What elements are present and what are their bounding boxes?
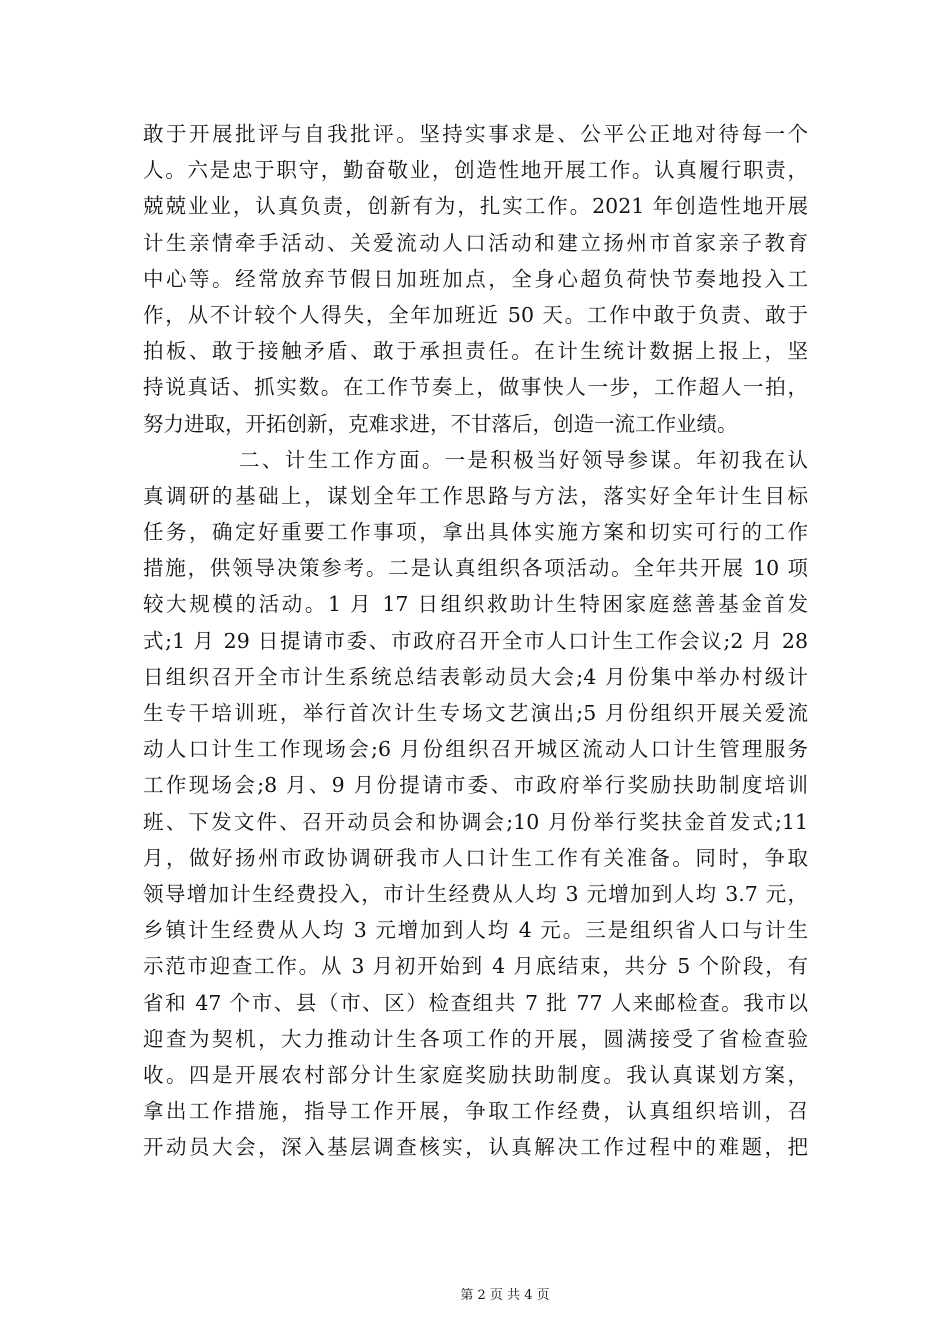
text-line: 日组织召开全市计生系统总结表彰动员大会;4 月份集中举办村级计 [143,664,808,689]
document-body [143,116,808,1165]
paragraph-2 [143,442,808,1166]
text-line: 拍板、敢于接触矛盾、敢于承担责任。在计生统计数据上报上，坚 [143,339,808,364]
paragraph-1 [143,116,808,442]
text-line: 月，做好扬州市政协调研我市人口计生工作有关准备。同时，争取 [143,845,808,870]
page-number-footer: 第 2 页 共 4 页 [460,1288,550,1303]
text-line: 较大规模的活动。1 月 17 日组织救助计生特困家庭慈善基金首发 [143,592,808,617]
text-line: 收。四是开展农村部分计生家庭奖励扶助制度。我认真谋划方案， [143,1062,808,1087]
text-line: 持说真话、抓实数。在工作节奏上，做事快人一步，工作超人一拍， [143,375,808,400]
text-line: 式;1 月 29 日提请市委、市政府召开全市人口计生工作会议;2 月 28 [143,628,808,653]
text-line: 班、下发文件、召开动员会和协调会;10 月份举行奖扶金首发式;11 [143,809,808,834]
text-line: 生专干培训班，举行首次计生专场文艺演出;5 月份组织开展关爱流 [143,701,808,725]
text-line: 二、计生工作方面。一是积极当好领导参谋。年初我在认 [239,447,808,472]
text-line: 动人口计生工作现场会;6 月份组织召开城区流动人口计生管理服务 [143,737,808,762]
text-line: 兢兢业业，认真负责，创新有为，扎实工作。2021 年创造性地开展 [143,194,808,219]
text-line: 迎查为契机，大力推动计生各项工作的开展，圆满接受了省检查验 [143,1026,808,1051]
text-line: 开动员大会，深入基层调查核实，认真解决工作过程中的难题，把 [143,1135,808,1160]
text-line: 示范市迎查工作。从 3 月初开始到 4 月底结束，共分 5 个阶段，有 [143,954,808,979]
text-line: 工作现场会;8 月、9 月份提请市委、市政府举行奖励扶助制度培训 [143,773,808,798]
text-line: 领导增加计生经费投入，市计生经费从人均 3 元增加到人均 3.7 元， [143,881,808,906]
text-line: 拿出工作措施，指导工作开展，争取工作经费，认真组织培训，召 [143,1099,808,1124]
text-line: 措施，供领导决策参考。二是认真组织各项活动。全年共开展 10 项 [143,556,808,581]
text-line: 乡镇计生经费从人均 3 元增加到人均 4 元。三是组织省人口与计生 [143,918,808,943]
text-line: 努力进取，开拓创新，克难求进，不甘落后，创造一流工作业绩。 [143,411,738,436]
text-line: 人。六是忠于职守，勤奋敬业，创造性地开展工作。认真履行职责， [143,158,808,183]
text-line: 中心等。经常放弃节假日加班加点，全身心超负荷快节奏地投入工 [143,266,808,291]
text-line: 省和 47 个市、县（市、区）检查组共 7 批 77 人来邮检查。我市以 [143,990,808,1015]
text-line: 敢于开展批评与自我批评。坚持实事求是、公平公正地对待每一个 [143,122,808,146]
text-line: 计生亲情牵手活动、关爱流动人口活动和建立扬州市首家亲子教育 [143,230,808,255]
text-line: 作，从不计较个人得失，全年加班近 50 天。工作中敢于负责、敢于 [143,302,808,327]
text-line: 真调研的基础上，谋划全年工作思路与方法，落实好全年计生目标 [143,483,808,508]
text-line: 任务，确定好重要工作事项，拿出具体实施方案和切实可行的工作 [143,520,808,545]
